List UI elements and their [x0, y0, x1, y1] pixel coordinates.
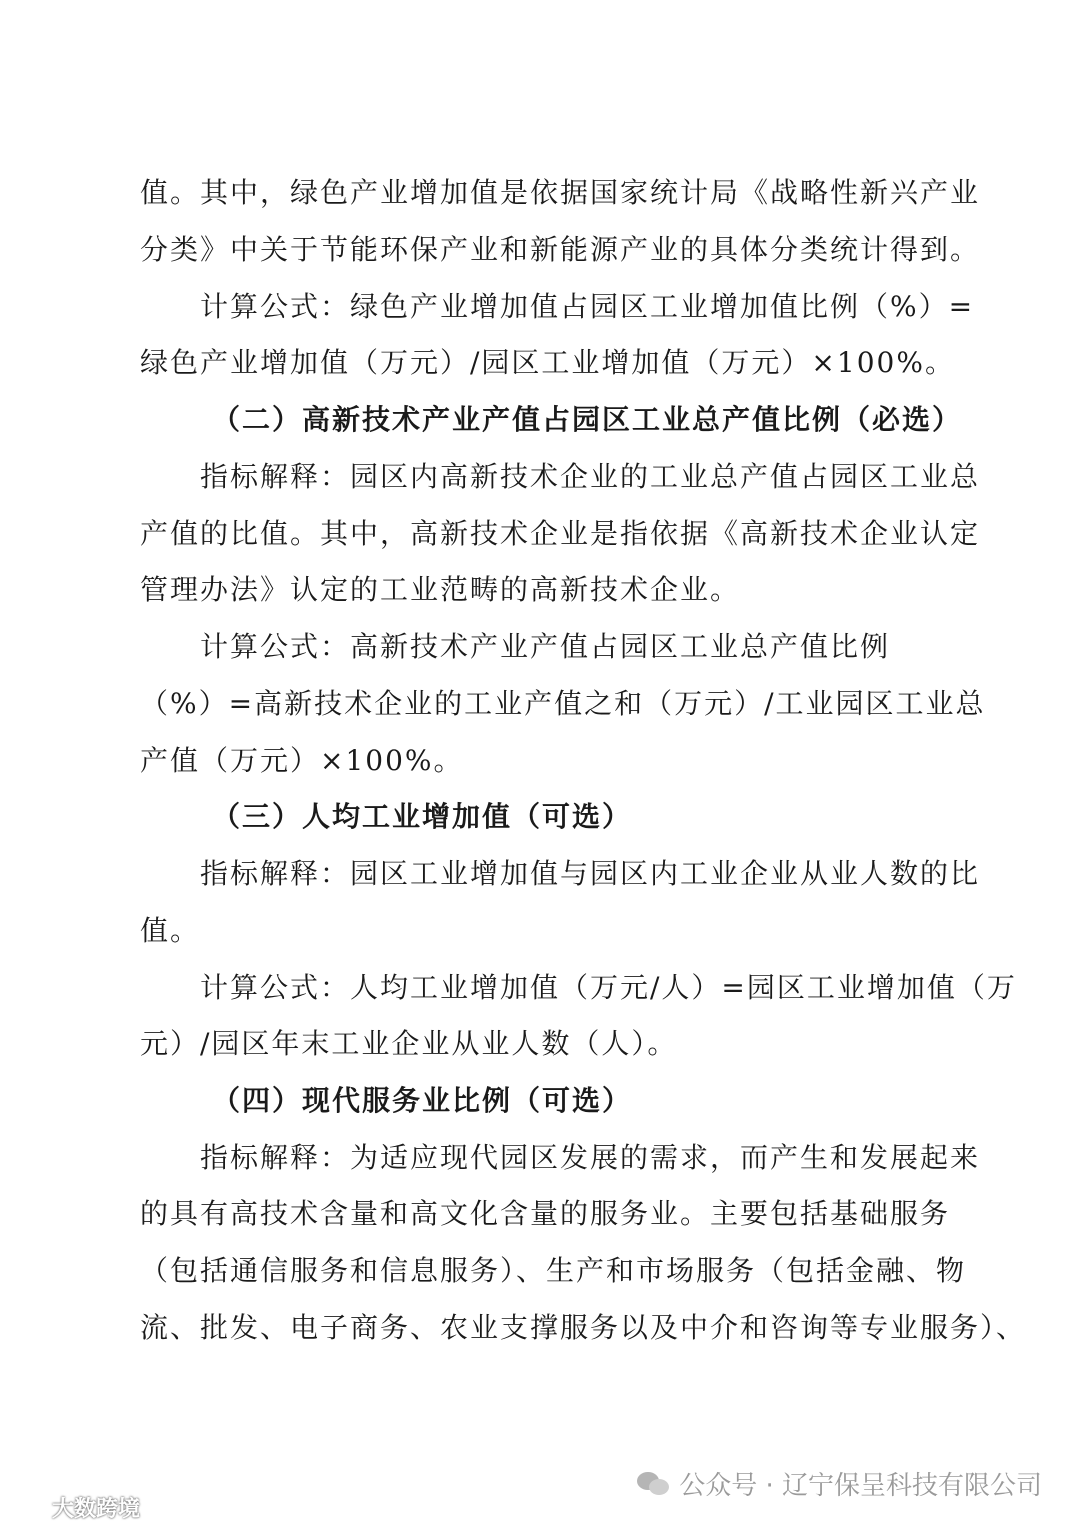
paragraph-line: 分类》中关于节能环保产业和新能源产业的具体分类统计得到。	[140, 233, 981, 266]
paragraph-line: 指标解释：为适应现代园区发展的需求，而产生和发展起来	[200, 1141, 981, 1174]
formula-line: 产值（万元）×100%。	[140, 744, 464, 777]
wechat-icon	[637, 1470, 671, 1498]
corner-logo	[8, 1492, 140, 1523]
section-heading: （三）人均工业增加值（可选）	[212, 800, 633, 833]
section-heading: （二）高新技术产业产值占园区工业总产值比例（必选）	[212, 403, 963, 436]
paragraph-line: 值。	[140, 914, 201, 947]
paragraph-line: 的具有高技术含量和高文化含量的服务业。主要包括基础服务	[140, 1197, 951, 1230]
logo-icon	[8, 1494, 48, 1522]
paragraph-line: 指标解释：园区工业增加值与园区内工业企业从业人数的比	[200, 857, 981, 890]
paragraph-line: 管理办法》认定的工业范畴的高新技术企业。	[140, 573, 741, 606]
paragraph-line: 值。其中，绿色产业增加值是依据国家统计局《战略性新兴产业	[140, 176, 981, 209]
paragraph-line: 流、批发、电子商务、农业支撑服务以及中介和咨询等专业服务）、	[140, 1311, 1027, 1344]
logo-text: 大数跨境	[52, 1497, 141, 1522]
wechat-watermark	[637, 1465, 1042, 1502]
formula-line: 元）/园区年末工业企业从业人数（人）。	[140, 1027, 678, 1060]
section-heading: （四）现代服务业比例（可选）	[212, 1084, 633, 1117]
formula-line: （%）=高新技术企业的工业产值之和（万元）/工业园区工业总	[140, 687, 986, 720]
formula-line: 计算公式：人均工业增加值（万元/人）=园区工业增加值（万	[200, 971, 1017, 1004]
formula-line: 计算公式：绿色产业增加值占园区工业增加值比例（%）=	[200, 290, 975, 323]
paragraph-line: 指标解释：园区内高新技术企业的工业总产值占园区工业总	[200, 460, 981, 493]
paragraph-line: （包括通信服务和信息服务）、生产和市场服务（包括金融、物	[140, 1254, 967, 1287]
formula-line: 计算公式：高新技术产业产值占园区工业总产值比例	[200, 630, 891, 663]
formula-line: 绿色产业增加值（万元）/园区工业增加值（万元）×100%。	[140, 346, 955, 379]
paragraph-line: 产值的比值。其中，高新技术企业是指依据《高新技术企业认定	[140, 517, 981, 550]
watermark-text: 公众号 · 辽宁保呈科技有限公司	[679, 1471, 1042, 1501]
